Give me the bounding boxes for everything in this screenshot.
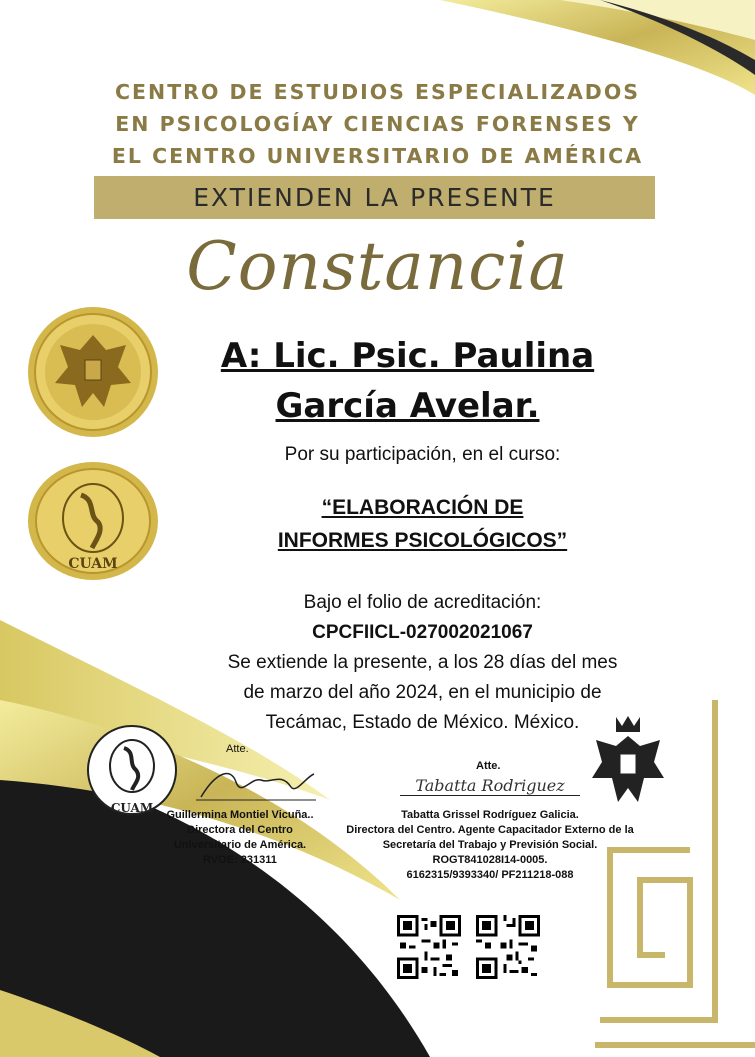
left-atte: Atte. (226, 743, 249, 755)
header-line-1: CENTRO DE ESTUDIOS ESPECIALIZADOS (114, 80, 641, 104)
right-signer-name: Tabatta Grissel Rodríguez Galicia. (401, 809, 579, 821)
left-signer-name: Guillermina Montiel Vicuña.. (166, 809, 314, 821)
header-line-3: EL CENTRO UNIVERSITARIO DE AMÉRICA (111, 144, 644, 168)
folio-label: Bajo el folio de acreditación: (303, 592, 542, 613)
left-signer-role-1: Directora del Centro (187, 824, 293, 836)
header-line-2: EN PSICOLOGÍAY CIENCIAS FORENSES Y (115, 112, 640, 136)
right-atte: Atte. (476, 760, 501, 772)
right-signature-script: Tabatta Rodriguez (400, 776, 580, 796)
small-seal-cuam-label: CUAM (110, 801, 154, 815)
cuam-small-seal-icon (84, 722, 180, 818)
right-signer-role-2: Secretaría del Trabajo y Previsión Social. (382, 839, 598, 851)
globe-seal-icon (26, 460, 160, 582)
left-signer-role-2: Universitario de América. (173, 839, 307, 851)
eagle-emblem-icon (588, 712, 668, 812)
participation-text: Por su participación, en el curso: (284, 444, 561, 465)
course-line-2: INFORMES PSICOLÓGICOS” (277, 529, 568, 552)
statement-line-1: Se extiende la presente, a los 28 días del mes (227, 652, 618, 673)
qr-code-icon[interactable] (397, 915, 461, 979)
right-signer-role-1: Directora del Centro. Agente Capacitador Externo de la (346, 824, 634, 836)
left-signer-rvoe: RVOE: 231311 (203, 854, 277, 866)
statement-line-3: Tecámac, Estado de México. México. (265, 712, 580, 733)
folio-number: CPCFIICL-027002021067 (312, 622, 533, 643)
recipient-name-line-1: A: Lic. Psic. Paulina (220, 336, 595, 376)
right-signer-code-2: 6162315/9393340/ PF211218-088 (406, 869, 574, 881)
statement-line-2: de marzo del año 2024, en el municipio de (243, 682, 602, 703)
right-signer-code-1: ROGT841028I14-0005. (432, 854, 548, 866)
document-title: Constancia (186, 228, 569, 305)
header-banner: EXTIENDEN LA PRESENTE (94, 176, 655, 219)
recipient-name-line-2: García Avelar. (275, 386, 540, 426)
eagle-crest-icon (26, 305, 160, 439)
left-signature-icon (196, 762, 316, 802)
seal-cuam-label: CUAM (68, 556, 118, 572)
qr-code-icon[interactable] (476, 915, 540, 979)
course-line-1: “ELABORACIÓN DE (321, 496, 524, 519)
